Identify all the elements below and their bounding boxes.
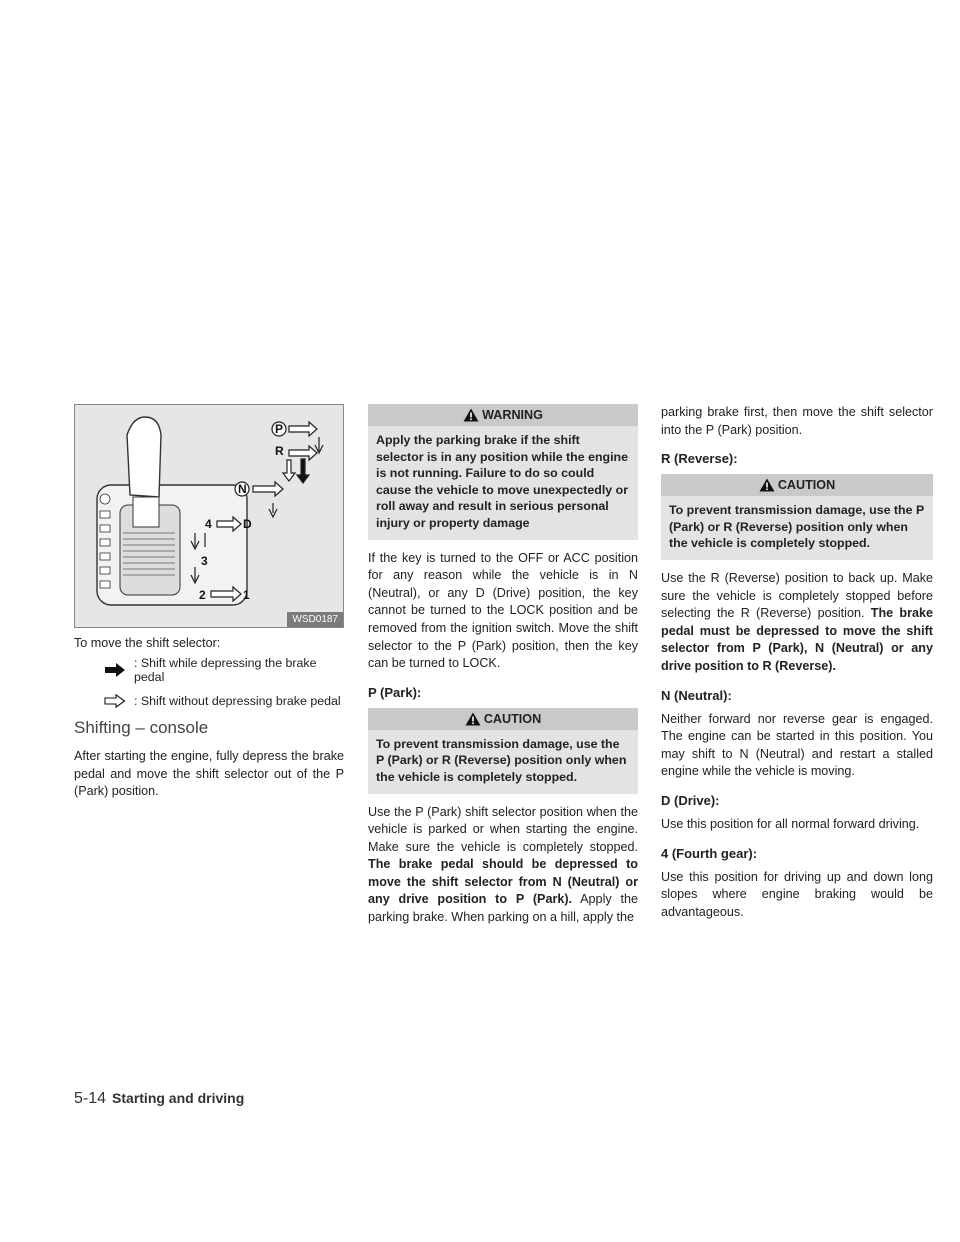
legend-intro: To move the shift selector: (74, 636, 221, 650)
caution-box (368, 708, 638, 794)
body-bold-text: The brake pedal should be depressed to move the shift selector from N (Neutral) or any drive position to P (Park). (368, 857, 638, 907)
shift-selector-figure (74, 404, 344, 628)
warning-title-text: WARNING (482, 408, 543, 422)
legend-filled (104, 656, 344, 684)
gate-label-p: P (275, 422, 284, 436)
reverse-heading: R (Reverse): (661, 451, 738, 467)
body-paragraph: Neither forward nor reverse gear is engaged. The engine can be started in this position. You may shift to N (Neutral) and restart a stalled engine while the vehicle is moving. (661, 711, 933, 779)
gate-label-n: N (238, 482, 247, 496)
middle-column (368, 404, 638, 937)
gate-label-2: 2 (199, 588, 206, 602)
body-paragraph (661, 570, 933, 676)
gate-label-d: D (243, 517, 252, 531)
page-number: 5-14 (74, 1090, 107, 1107)
body-bold-text: The brake pedal must be depressed to move the shift selector from P (Park), N (Neutral) or any drive position to R (Reverse). (661, 606, 933, 673)
warning-body: Apply the parking brake if the shift selector is in any position while the engine is not running. Failure to do so could cause the vehicle to move unexpectedly or roll away and result in serious personal injury or property damage (376, 433, 629, 530)
warning-icon (463, 408, 479, 422)
outline-arrow-icon (104, 694, 126, 708)
gate-label-4: 4 (205, 517, 212, 531)
body-paragraph: Use this position for all normal forward driving. (661, 816, 920, 831)
caution-title-text: CAUTION (777, 478, 836, 493)
body-paragraph: After starting the engine, fully depress the brake pedal and move the shift selector out of the P (Park) position. (74, 749, 344, 799)
caution-title-text: CAUTION (483, 711, 542, 726)
body-paragraph (368, 804, 638, 927)
right-column (661, 404, 933, 931)
body-text: Use the R (Reverse) position to back up. Make sure the vehicle is completely stopped before selecting the R (Reverse) position. (661, 570, 933, 621)
body-text: Apply the parking brake. When parking on a hill, apply the (368, 892, 638, 925)
body-text: Use the P (Park) shift selector position when the vehicle is parked or when starting the engine. Make sure the vehicle is completely stopped. (368, 804, 638, 854)
caution-body: To prevent transmission damage, use the P (Park) or R (Reverse) position only when the vehicle is completely stopped. (376, 736, 627, 784)
gate-label-1: 1 (243, 588, 250, 602)
park-heading: P (Park): (368, 684, 422, 700)
body-paragraph: parking brake first, then move the shift selector into the P (Park) position. (661, 405, 933, 437)
caution-box (661, 474, 933, 560)
figure-code: WSD0187 (287, 612, 343, 627)
filled-arrow-icon (104, 663, 126, 677)
caution-icon (759, 478, 775, 492)
page-footer (74, 1090, 244, 1108)
neutral-heading: N (Neutral): (661, 687, 732, 703)
body-paragraph: If the key is turned to the OFF or ACC position for any reason while the vehicle is in N (Neutral), or any D (Drive) position, the key cannot be turned to the LOCK position and be removed from the ignition switch. Move the shift selector to the P (Park) position, then the key can be turned to LOCK. (368, 550, 638, 671)
legend-outline-text: : Shift without depressing brake pedal (134, 694, 341, 708)
caution-icon (465, 712, 481, 726)
shift-selector-illustration (75, 405, 343, 627)
left-column (74, 404, 344, 811)
gate-label-r: R (275, 444, 284, 458)
caution-title (661, 474, 933, 496)
legend-outline (104, 694, 344, 708)
caution-title (368, 708, 638, 730)
section-title: Shifting – console (74, 718, 209, 737)
warning-box (368, 404, 638, 540)
chapter-title: Starting and driving (112, 1090, 245, 1106)
body-paragraph: Use this position for driving up and down long slopes where engine braking would be advantageous. (661, 869, 933, 919)
drive-heading: D (Drive): (661, 792, 720, 808)
legend-filled-text: : Shift while depressing the brake pedal (134, 656, 317, 684)
gate-label-3: 3 (201, 554, 208, 568)
warning-title (368, 404, 638, 426)
fourth-gear-heading: 4 (Fourth gear): (661, 845, 758, 861)
caution-body: To prevent transmission damage, use the P (Park) or R (Reverse) position only when the vehicle is completely stopped. (669, 503, 924, 551)
